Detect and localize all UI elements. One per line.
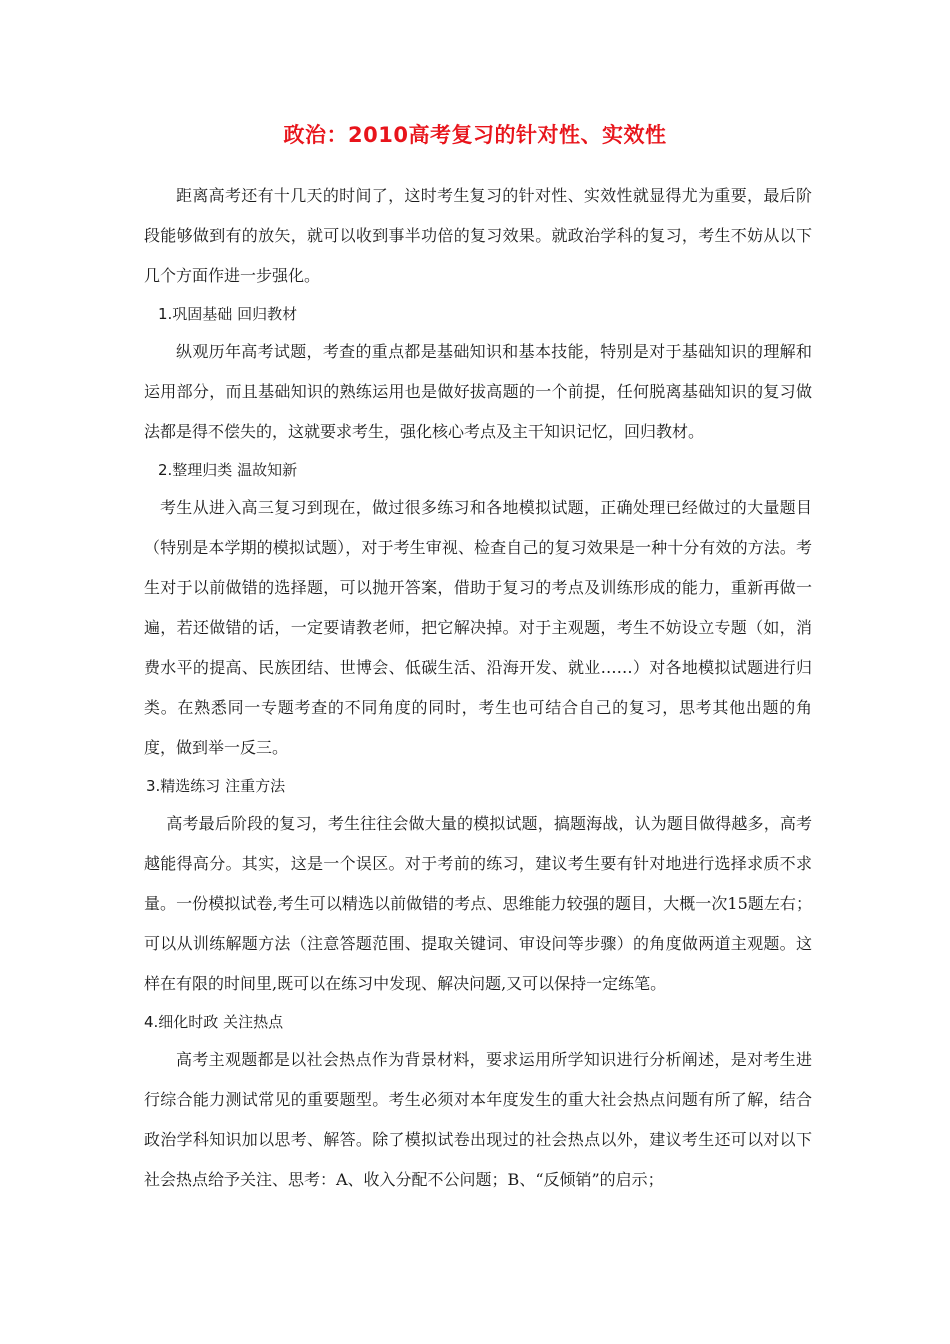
section-paragraph-1: 纵观历年高考试题，考查的重点都是基础知识和基本技能，特别是对于基础知识的理解和运用部分，而且基础知识的熟练运用也是做好拔高题的一个前提，任何脱离基础知识的复习做法都是得不偿失的，这就要求考生，强化核心考点及主干知识记忆，回归教材。 xyxy=(144,342,812,441)
section-heading-4: 4.细化时政 关注热点 xyxy=(144,1013,284,1031)
section-paragraph-3: 高考最后阶段的复习，考生往往会做大量的模拟试题，搞题海战，认为题目做得越多，高考越能得高分。其实，这是一个误区。对于考前的练习，建议考生要有针对地进行选择求质不求量。一份模拟试卷,考生可以精选以前做错的考点、思维能力较强的题目，大概一次15题左右；可以从训练解题方法（注意答题范围、提取关键词、审设问等步骤）的角度做两道主观题。这样在有限的时间里,既可以在练习中发现、解决问题,又可以保持一定练笔。 xyxy=(144,814,812,993)
section-heading-1: 1.巩固基础 回归教材 xyxy=(158,305,298,323)
section-heading-3: 3.精选练习 注重方法 xyxy=(146,777,286,795)
section-paragraph-4: 高考主观题都是以社会热点作为背景材料，要求运用所学知识进行分析阐述，是对考生进行综合能力测试常见的重要题型。考生必须对本年度发生的重大社会热点问题有所了解，结合政治学科知识加以思考、解答。除了模拟试卷出现过的社会热点以外，建议考生还可以对以下社会热点给予关注、思考：A、收入分配不公问题；B、“反倾销”的启示； xyxy=(144,1050,812,1189)
document-body xyxy=(144,176,812,1200)
section-heading-2: 2.整理归类 温故知新 xyxy=(158,461,298,479)
intro-paragraph: 距离高考还有十几天的时间了，这时考生复习的针对性、实效性就显得尤为重要，最后阶段能够做到有的放矢，就可以收到事半功倍的复习效果。就政治学科的复习，考生不妨从以下几个方面作进一步强化。 xyxy=(144,186,812,285)
document-title: 政治：2010高考复习的针对性、实效性 xyxy=(283,123,667,147)
section-paragraph-2: 考生从进入高三复习到现在，做过很多练习和各地模拟试题，正确处理已经做过的大量题目（特别是本学期的模拟试题），对于考生审视、检查自己的复习效果是一种十分有效的方法。考生对于以前做错的选择题，可以抛开答案，借助于复习的考点及训练形成的能力，重新再做一遍，若还做错的话，一定要请教老师，把它解决掉。对于主观题，考生不妨设立专题（如，消费水平的提高、民族团结、世博会、低碳生活、沿海开发、就业……）对各地模拟试题进行归类。在熟悉同一专题考查的不同角度的同时，考生也可结合自己的复习，思考其他出题的角度，做到举一反三。 xyxy=(144,498,812,757)
